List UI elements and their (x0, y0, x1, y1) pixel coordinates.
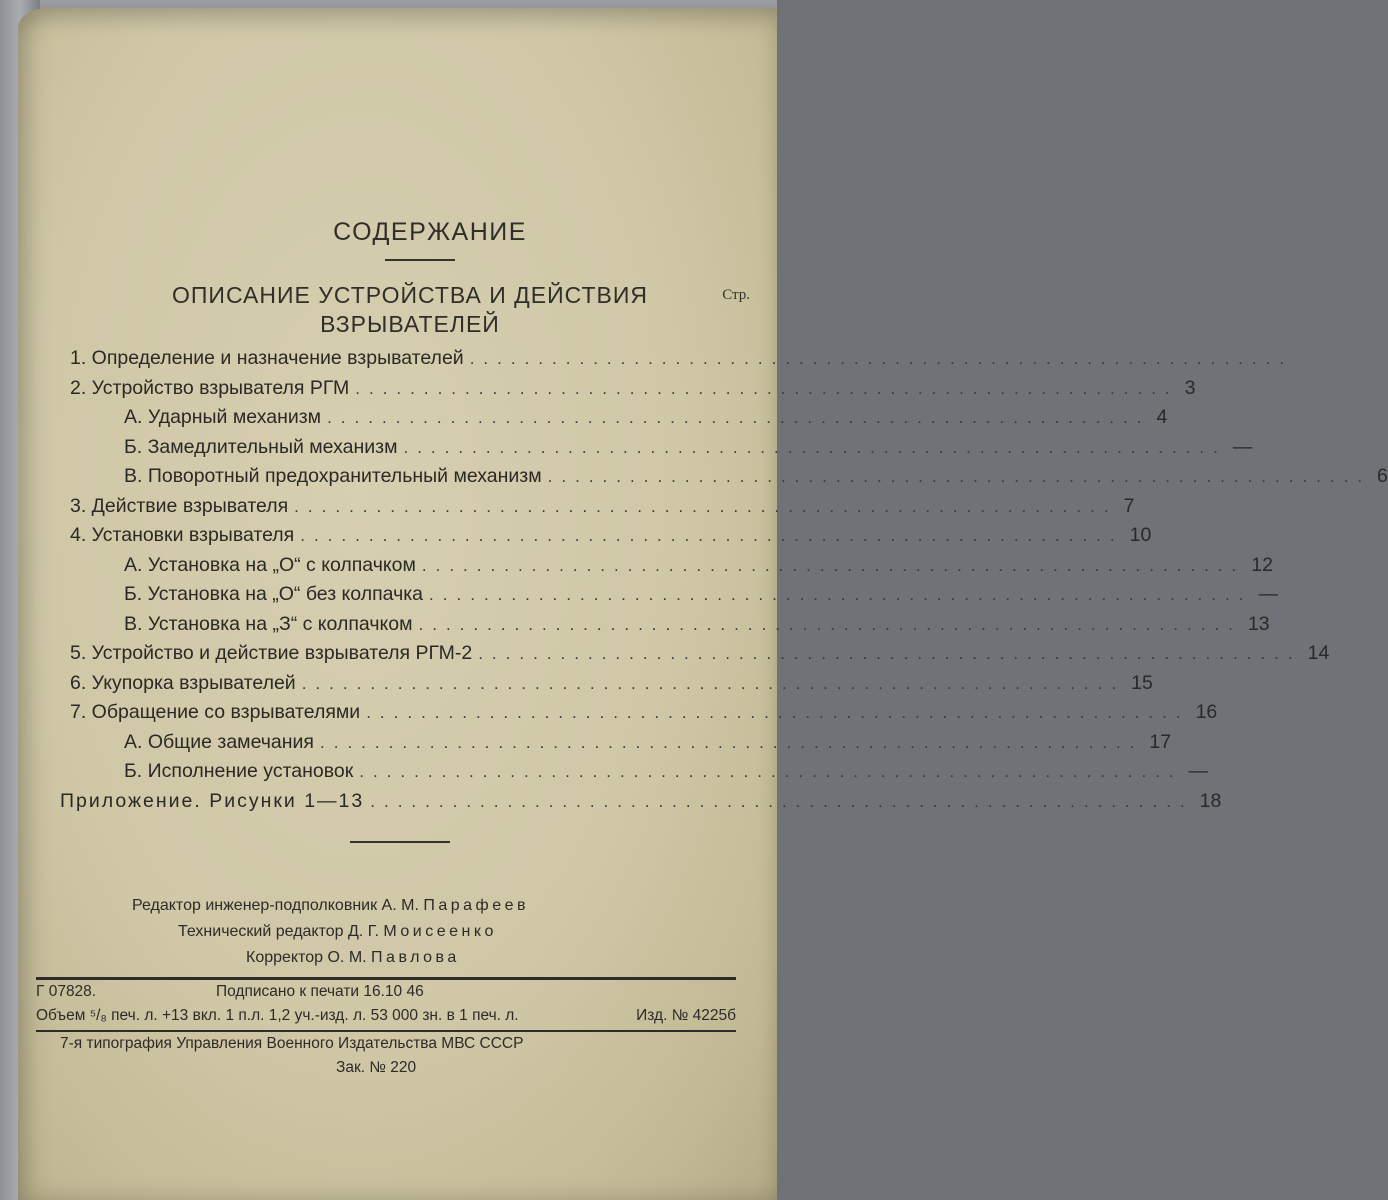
toc-entry (60, 789, 1222, 820)
corrector-role: Корректор О. М. (246, 949, 367, 966)
toc-entry (60, 730, 1172, 761)
toc-entry (60, 553, 1273, 584)
toc-entry (60, 494, 1135, 525)
signed-to-print: Подписано к печати 16.10 46 (216, 983, 424, 1000)
imprint-row-4 (36, 1056, 736, 1080)
toc-entry-page: — (1232, 435, 1253, 458)
toc-entry (60, 347, 1294, 377)
toc-entry-label: Б. Установка на „О“ без колпачка (124, 583, 424, 605)
contents-heading: СОДЕРЖАНИЕ (333, 218, 527, 246)
toc-entry-page: 4 (1156, 406, 1168, 428)
toc-entry-page: 10 (1129, 524, 1152, 546)
toc-entry-page: — (1188, 760, 1209, 782)
toc-entry-label: В. Установка на „З“ с колпачком (124, 612, 413, 635)
section-header (60, 281, 750, 339)
toc-entry-page: 18 (1199, 789, 1222, 812)
toc-entry-page: 13 (1247, 612, 1270, 635)
imprint-block (36, 977, 736, 1080)
toc-entry-label: А. Установка на „О“ с колпачком (124, 553, 416, 576)
table-of-contents (60, 347, 1388, 819)
toc-entry-label: 7. Обращение со взрывателями (70, 701, 361, 723)
toc-leader-dots: ............................................................ (421, 555, 1246, 575)
toc-leader-dots: ............................................................ (547, 467, 1372, 486)
toc-leader-dots: ............................................................ (300, 526, 1124, 545)
toc-entry-page: 14 (1307, 642, 1330, 664)
tech-editor-role: Технический редактор Д. Г. (178, 923, 379, 940)
toc-entry (60, 612, 1270, 643)
toc-entry-page: 12 (1251, 553, 1273, 576)
toc-entry-label: 4. Установки взрывателя (70, 524, 295, 546)
toc-entry-label: Б. Исполнение установок (124, 760, 354, 782)
toc-entry (60, 406, 1168, 436)
imprint-row-3 (36, 1032, 736, 1056)
heading-rule (385, 259, 455, 261)
toc-leader-dots: ............................................................ (429, 585, 1253, 604)
toc-leader-dots: ............................................................ (301, 673, 1126, 693)
toc-entry-label: 2. Устройство взрывателя РГМ (70, 376, 350, 399)
order-code: Г 07828. (36, 983, 97, 1000)
toc-leader-dots: ............................................................ (366, 703, 1190, 722)
book-page (18, 8, 1388, 1200)
toc-entry (60, 465, 1388, 495)
volume-info: Объем ⁵/₈ печ. л. +13 вкл. 1 п.л. 1,2 уч.-изд. л. 53 000 зн. в 1 печ. л. (36, 1007, 519, 1024)
toc-leader-dots: ............................................................ (327, 408, 1151, 427)
printer-info: 7-я типография Управления Военного Издательства МВС СССР (60, 1034, 524, 1052)
toc-leader-dots: ............................................................ (478, 644, 1302, 663)
toc-entry-label: Б. Замедлительный механизм (124, 435, 398, 458)
publisher-number: Изд. № 4225б (636, 1007, 736, 1024)
toc-entry-label: А. Ударный механизм (124, 406, 322, 428)
toc-leader-dots: ............................................................ (418, 614, 1242, 634)
toc-leader-dots: ............................................................ (370, 791, 1194, 811)
toc-entry-label: А. Общие замечания (124, 730, 314, 753)
toc-leader-dots: ............................................................ (320, 732, 1144, 752)
toc-entry (60, 642, 1330, 672)
order-number: Зак. № 220 (336, 1058, 417, 1076)
tech-editor-name: Моисеенко (383, 923, 497, 940)
editor-role: Редактор инженер-подполковник А. М. (132, 897, 419, 914)
imprint-row-2 (36, 1004, 736, 1028)
toc-entry-label: 6. Укупорка взрывателей (70, 671, 296, 694)
editor-name: Парафеев (423, 897, 529, 914)
tech-editor-line (60, 919, 750, 945)
toc-entry-page: 16 (1195, 701, 1218, 723)
toc-entry-page: 15 (1131, 671, 1153, 694)
toc-leader-dots: ............................................................ (403, 437, 1227, 457)
toc-leader-dots: ............................................................ (469, 349, 1294, 368)
toc-entry-label: 5. Устройство и действие взрывателя РГМ-2 (70, 642, 473, 664)
credits-block (60, 893, 750, 971)
toc-entry (60, 701, 1218, 731)
toc-entry-page: 6 (1377, 465, 1388, 487)
toc-entry (60, 376, 1196, 407)
section-title-line1: ОПИСАНИЕ УСТРОЙСТВА И ДЕЙСТВИЯ (172, 282, 648, 308)
corrector-line (60, 945, 750, 971)
toc-entry (60, 760, 1209, 790)
toc-entry-label: В. Поворотный предохранительный механизм (124, 465, 542, 487)
toc-entry-page: — (1258, 583, 1278, 605)
toc-entry-label: Приложение. Рисунки 1—13 (60, 789, 365, 812)
toc-entry (60, 435, 1253, 466)
section-title-line2: ВЗРЫВАТЕЛЕЙ (320, 311, 500, 337)
page-content (36, 218, 1388, 1080)
section-divider (350, 841, 450, 843)
toc-entry-label: 1. Определение и назначение взрывателей (70, 347, 464, 369)
toc-entry (60, 583, 1278, 613)
toc-entry-label: 3. Действие взрывателя (70, 494, 289, 517)
corrector-name: Павлова (371, 949, 460, 966)
editor-line (60, 893, 750, 919)
toc-entry (60, 524, 1152, 554)
toc-entry (60, 671, 1153, 702)
toc-entry-page: 3 (1184, 376, 1196, 399)
toc-leader-dots: ............................................................ (294, 496, 1118, 516)
toc-leader-dots: ............................................................ (359, 762, 1183, 781)
toc-entry-page: 7 (1123, 494, 1135, 517)
page-column-header: Стр. (722, 287, 750, 303)
toc-leader-dots: ............................................................ (355, 378, 1179, 398)
toc-entry-page: 17 (1149, 730, 1172, 753)
